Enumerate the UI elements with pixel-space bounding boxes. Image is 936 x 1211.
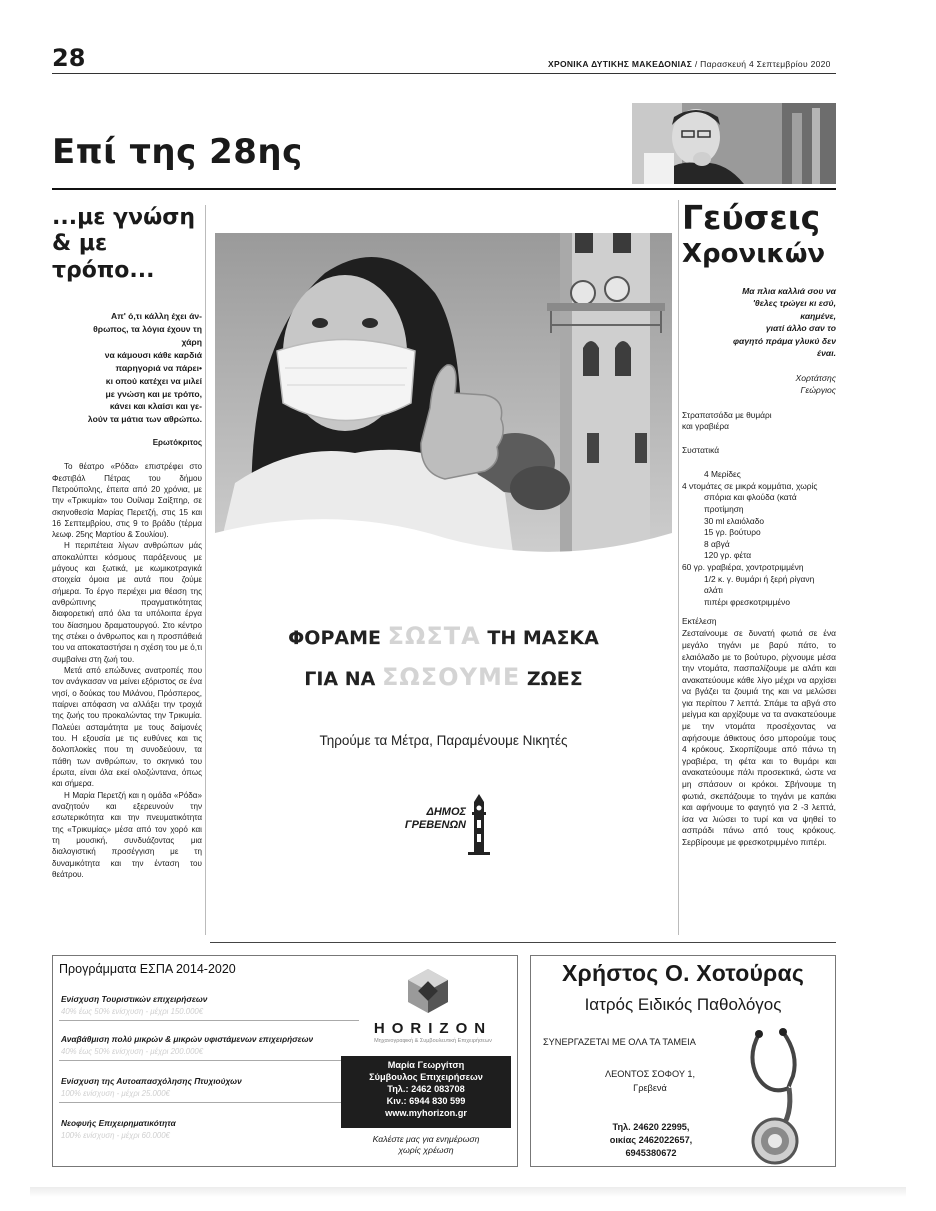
doctor-specialty: Ιατρός Ειδικός Παθολόγος (584, 995, 782, 1014)
phone-line: Τηλ. 24620 22995, (612, 1122, 690, 1132)
espa-advertisement (52, 955, 518, 1167)
poem-line: χάρη (181, 336, 202, 347)
quote-author (682, 372, 836, 396)
slogan-highlight: ΣΩΣΤΑ (387, 622, 481, 650)
phone-line: 6945380672 (625, 1147, 677, 1158)
quote-line: Μα πλια καλλιά σου να (742, 285, 836, 296)
address-line: Γρεβενά (633, 1082, 667, 1093)
doctor-insurers: ΣΥΝΕΡΓΑΖΕΤΑΙ ΜΕ ΟΛΑ ΤΑ ΤΑΜΕΙΑ (543, 1037, 696, 1047)
doctor-name: Χρήστος Ο. Χοτούρας (562, 960, 804, 986)
slogan-word: ΖΩΕΣ (526, 668, 583, 690)
article-paragraph: Μετά από επώδυνες ανατροπές που τον ανάγκασαν να μείνει εξόριστος σε ένα νησί, ο δούκας του Μιλάνου, Πρόσπερος, παίρνει απόφαση να αλλάξει την τροχιά της ζωής του προκαλώντας την Τρικυμία. Παλεύει ασταμάτητα με τους δαίμονές του. Η εξουσία με τις ευθύνες και τις δολοπλοκίες που τη συνοδεύουν, τα πάθη των ανθρώπων, το σκηνικό του έρωτα, είναι όλα εκεί ολοζώντανα, όπως και σήμερα. (52, 666, 202, 789)
poem-line: Απ' ό,τι κάλλη έχει άν- (110, 311, 202, 322)
call-line: χωρίς χρέωση (398, 1144, 454, 1155)
left-title-line2: & με τρόπο... (52, 231, 155, 283)
header-separator: / (694, 59, 698, 69)
ingredient-item: 4 Μερίδες (704, 469, 741, 480)
contact-phone: Τηλ.: 2462 083708 (387, 1083, 465, 1094)
doctor-address (575, 1068, 725, 1096)
recipe-title-line: Στραπατσάδα με θυμάρι (682, 409, 772, 420)
ingredient-item: 60 γρ. γραβιέρα, χοντροτριμμένη (682, 561, 804, 572)
slogan-highlight: ΣΩΣΟΥΜΕ (381, 663, 521, 691)
doctor-advertisement (530, 955, 836, 1167)
column-divider-right (678, 200, 679, 935)
recipe-title-line: και γραβιέρα (682, 421, 729, 432)
poem-author: Ερωτόκριτος (152, 438, 202, 448)
mask-campaign-image (215, 233, 672, 568)
poem-line: θρωπος, τα λόγια έχουν τη (93, 324, 202, 335)
page-number: 28 (52, 44, 86, 72)
column-divider-left (205, 205, 206, 935)
header-publication (548, 59, 831, 69)
espa-program-name: Αναβάθμιση πολύ μικρών & μικρών υφιστάμενων επιχειρήσεων (61, 1034, 314, 1044)
call-line: Καλέστε μας για ενημέρωση (372, 1134, 480, 1144)
espa-program-name: Ενίσχυση της Αυτοαπασχόλησης Πτυχιούχων (61, 1076, 242, 1086)
poem-line: λούν τα μάτια των αθρώπω. (87, 414, 202, 425)
campaign-slogan-line1 (215, 622, 672, 650)
contact-website: www.myhorizon.gr (385, 1107, 467, 1118)
espa-program-detail: 100% ενίσχυση - μέχρι 60.000€ (61, 1131, 170, 1140)
poem-quote (52, 310, 202, 426)
cube-icon (403, 966, 453, 1016)
espa-program-detail: 100% ενίσχυση - μέχρι 25.000€ (61, 1089, 170, 1098)
right-column-subtitle: Χρονικών (682, 239, 826, 270)
mask-campaign-photo (215, 233, 672, 568)
poem-line: κάνει και κλαίσι και γε- (109, 401, 202, 412)
ingredients-label: Συστατικά (682, 445, 720, 456)
food-quote (682, 285, 836, 360)
poem-line: παρηγοριά να πάρει• (115, 362, 202, 373)
quote-author-line: Γεώργιος (800, 384, 836, 395)
left-column (52, 205, 202, 880)
columnist-photo (632, 103, 836, 184)
slogan-word: ΦΟΡΑΜΕ (288, 627, 381, 649)
espa-divider (59, 1020, 359, 1021)
quote-line: έναι. (817, 348, 836, 359)
article-paragraph: Η περιπέτεια λίγων ανθρώπων μάς αποκαλύπτει κόσμους παράξενους με μάγους και ξωτικά, με κωμικοτραγικά στοιχεία όμοια με αυτά που ζούμε σήμερα. Το έργο περιέχει μια θέαση της ανθρώπινης πραγματικότητας διαφορετική από όλα τα υπόλοιπα έργα του δίασημου δραματουργού. Στο κέντρο της στέκει ο άνθρωπος και η προσπάθειά του να αποκαταστήσει η σχέση του με ό,τι συμβαίνει στη ζωή του. (52, 541, 202, 664)
recipe-method: Ζεσταίνουμε σε δυνατή φωτιά σε ένα μεγάλο τηγάνι με βαρύ πάτο, το ελαιόλαδο με το βούτυρο, ρίχνουμε μέσα την ντομάτα, πασπαλίζουμε με αλάτι και ανακατεύουμε κάθε λίγο μέχρι να αρχίσει να βγάζει τα ζουμιά της και να μελώσει για περίπου 7 λεπτά. Σπάμε τα αβγά στο μείγμα και αρχίζουμε να τα ανακατεύουμε με την ντομάτα προσέχοντας να αφήσουμε άθικτους όσο μπορούμε τους 4 κρόκους. Σκορπίζουμε από πάνω τη γραβιέρα, τη φέτα και το θυμάρι και ανακατεύουμε πάλι προσεκτικά, ώστε να μη σπάσουν οι κρόκοι. Σβήνουμε τη φωτιά, σκεπάζουμε το τηγάνι με καπάκι και αφήνουμε το φαγητό για 2 -3 λεπτά, ίσα να λιώσει το τυρί και να ψηθεί το ασπράδι πάνω από τους κρόκους. Σερβίρουμε με φρεσκοτριμμένο πιπέρι. (682, 628, 836, 848)
recipe-title (682, 410, 836, 434)
ingredient-item: 8 αβγά (704, 538, 730, 549)
slogan-word: ΤΗ ΜΑΣΚΑ (487, 627, 599, 649)
horizon-company-name: HORIZON (373, 1020, 493, 1037)
call-to-action (341, 1134, 511, 1156)
ingredient-item: 30 ml ελαιόλαδο (704, 515, 765, 526)
espa-program-name: Νεοφυής Επιχειρηματικότητα (61, 1118, 176, 1128)
espa-title: Προγράμματα ΕΣΠΑ 2014-2020 (59, 962, 236, 976)
quote-line: καημένε, (800, 310, 836, 321)
espa-divider (59, 1060, 359, 1061)
poem-line: κι οπού κατέχει να μιλεί (105, 375, 202, 386)
ingredient-item: 4 ντομάτες σε μικρά κομμάτια, χωρίς σπόρια και φλούδα (κατά προτίμηση (682, 480, 818, 514)
espa-divider (59, 1102, 359, 1103)
ingredient-item: πιπέρι φρεσκοτριμμένο (704, 596, 790, 607)
ingredient-item: αλάτι (704, 585, 723, 596)
section-title: Επί της 28ης (52, 132, 303, 172)
article-paragraph: Το θέατρο «Ρόδα» επιστρέφει στο Φεστιβάλ Πέτρας του δήμου Πετρούπολης, έπειτα από 20 χρόνια, με την «Τρικυμία» του Ουίλιαμ Σαίξπηρ, σε σκηνοθεσία Μαρίας Περετζή, στις 15 και 16 Σεπτεμβρίου, στις 9 το βράδυ (τέρμα λεωφ. 25ης Μαρτίου & Σουλίου). (52, 462, 202, 540)
publication-name: ΧΡΟΝΙΚΑ ΔΥΤΙΚΗΣ ΜΑΚΕΔΟΝΙΑΣ (548, 59, 693, 69)
horizon-company-subtitle: Μηχανογραφική & Συμβουλευτική Επιχειρήσεων (374, 1038, 492, 1044)
left-column-title (52, 205, 202, 284)
contact-name: Μαρία Γεωργίτση (387, 1060, 465, 1070)
header-divider (52, 73, 836, 74)
phone-line: οικίας 2462022657, (609, 1134, 693, 1145)
campaign-slogan-line2 (215, 663, 672, 691)
doctor-phones (581, 1121, 721, 1160)
method-label: Εκτέλεση (682, 616, 717, 627)
espa-program-detail: 40% έως 50% ενίσχυση - μέχρι 200.000€ (61, 1047, 204, 1056)
poem-line: με γνώση και με τρόπο, (105, 388, 202, 399)
ads-divider (210, 942, 836, 943)
address-line: ΛΕΟΝΤΟΣ ΣΟΦΟΥ 1, (604, 1069, 696, 1079)
article-paragraph: Η Μαρία Περετζή και η ομάδα «Ρόδα» αναζητούν και εξερευνούν την εσωτερικότητα και την πνευματικότητα της «Τρικυμίας» μέσα από τον χορό και τη μουσική, συνδυάζοντας μια διαλογιστική προσέγγιση με τη δυναμικότητα και την ένταση του θεάτρου. (52, 790, 202, 879)
ingredients-list (682, 469, 836, 608)
ingredient-item: 1/2 κ. γ. θυμάρι ή ξερή ρίγανη (704, 573, 815, 584)
stethoscope-icon (739, 1026, 831, 1166)
quote-line: γιατί άλλο σαν το (765, 323, 836, 334)
espa-program-detail: 40% έως 50% ενίσχυση - μέχρι 150.000€ (61, 1007, 204, 1016)
quote-line: φαγητό πράμα γλυκύ δεν (732, 335, 836, 346)
contact-mobile: Κιν.: 6944 830 599 (386, 1095, 466, 1106)
campaign-tagline: Τηρούμε τα Μέτρα, Παραμένουμε Νικητές (319, 733, 568, 748)
contact-panel (341, 1056, 511, 1128)
columnist-photo-image (632, 103, 836, 184)
right-column (682, 200, 836, 849)
clock-tower-icon (466, 794, 492, 856)
municipality-logo-text (396, 806, 466, 831)
ingredient-item: 120 γρ. φέτα (704, 550, 752, 561)
right-column-title: Γεύσεις (682, 198, 821, 237)
municipality-line1: ΔΗΜΟΣ (426, 806, 466, 818)
poem-line: να κάμουσι κάθε καρδιά (104, 349, 202, 360)
scan-edge-shade (30, 1187, 906, 1197)
section-divider (52, 188, 836, 190)
publication-date: Παρασκευή 4 Σεπτεμβρίου 2020 (700, 59, 831, 69)
slogan-word: ΓΙΑ ΝΑ (304, 668, 376, 690)
left-title-line1: ...με γνώση (52, 205, 196, 230)
municipality-line2: ΓΡΕΒΕΝΩΝ (404, 818, 466, 831)
quote-line: 'θελες τρώγει κι εσύ, (752, 298, 836, 309)
article-body (52, 461, 202, 880)
contact-role: Σύμβουλος Επιχειρήσεων (369, 1071, 483, 1082)
quote-author-line: Χορτάτσης (795, 372, 836, 383)
ingredient-item: 15 γρ. βούτυρο (704, 527, 761, 538)
espa-program-name: Ενίσχυση Τουριστικών επιχειρήσεων (61, 994, 208, 1004)
